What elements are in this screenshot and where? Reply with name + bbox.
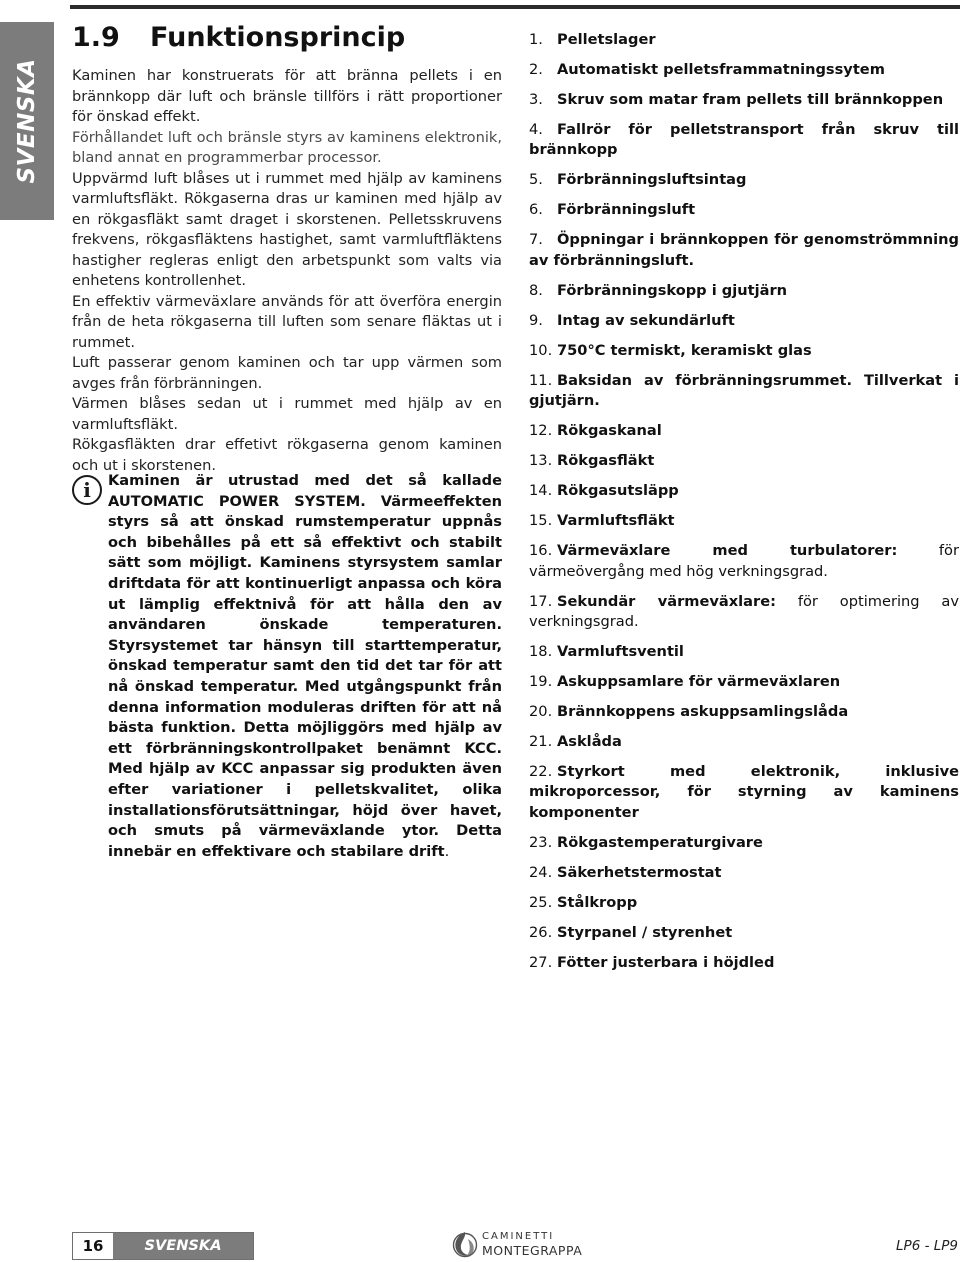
info-note-body: Kaminen är utrustad med det så kallade AUTOMATIC POWER SYSTEM. Värmeeffekten styrs så att önskad rumstemperatur uppnås och bibehålles på ett så effektivt och stabilt sätt som möjligt. Kaminens styrsystem samlar driftdata för att kontinuerligt anpassa och köra ut lämplig effektnivå för att hålla den av användaren önskade temperaturen. Styrsystemet tar hänsyn till starttemperatur, önskad temperatur samt den tid det tar för att nå önskad temperatur. Med utgångspunkt från denna information moduleras driften för att nå bästa funktion. Detta möjliggörs med hjälp av ett förbränningskontrollpaket benämnt KCC. Med hjälp av KCC anpassar sig produkten även efter variationer i pelletskvalitet, olika installationsförutsättningar, höjd över havet, och smuts på värmeväxlande ytor. Detta innebär en effektivare och stabilare drift bbox=[108, 472, 502, 860]
component-label: Rökgastemperaturgivare bbox=[557, 833, 763, 851]
component-number: 21. bbox=[529, 733, 553, 751]
component-label: Fallrör för pelletstransport från skruv till brännkopp bbox=[529, 121, 959, 159]
section-title bbox=[72, 22, 405, 53]
component-list-item bbox=[529, 230, 959, 271]
page-footer-tab bbox=[72, 1232, 254, 1260]
component-list-item bbox=[529, 120, 959, 161]
component-label: Varmluftsfläkt bbox=[557, 512, 675, 530]
component-list-item bbox=[529, 953, 959, 973]
paragraph: Rökgasfläkten drar effetivt rökgaserna genom kaminen och ut i skorstenen. bbox=[72, 436, 502, 474]
component-number: 7. bbox=[529, 231, 543, 249]
section-number: 1.9 bbox=[72, 22, 120, 53]
component-list-item bbox=[529, 371, 959, 412]
component-list-item bbox=[529, 541, 959, 582]
component-label: Askuppsamlare för värmeväxlaren bbox=[557, 673, 841, 691]
component-label: Stålkropp bbox=[557, 893, 638, 911]
component-list-item bbox=[529, 702, 959, 722]
component-label: Styrpanel / styrenhet bbox=[557, 923, 733, 941]
component-list-item bbox=[529, 200, 959, 220]
brand-name-top: CAMINETTI bbox=[482, 1231, 555, 1242]
component-list-item bbox=[529, 511, 959, 531]
component-number: 16. bbox=[529, 542, 553, 560]
brand-name-bottom: MONTEGRAPPA bbox=[482, 1243, 583, 1258]
component-label: Baksidan av förbränningsrummet. Tillverkat i gjutjärn. bbox=[529, 371, 959, 410]
component-label: Förbränningsluft bbox=[557, 201, 696, 219]
info-note-tail: . bbox=[444, 842, 450, 860]
paragraph: Värmen blåses sedan ut i rummet med hjälp av en varmluftsfläkt. bbox=[72, 395, 502, 433]
component-number: 13. bbox=[529, 452, 553, 470]
component-list-item bbox=[529, 170, 959, 190]
component-number: 18. bbox=[529, 643, 553, 661]
component-number: 1. bbox=[529, 31, 543, 48]
component-list-item bbox=[529, 60, 959, 80]
component-number: 10. bbox=[529, 341, 553, 359]
component-label: Intag av sekundärluft bbox=[557, 311, 735, 329]
model-label: LP6 - LP9 bbox=[896, 1238, 958, 1254]
component-label: Fötter justerbara i höjdled bbox=[557, 953, 775, 971]
component-number: 9. bbox=[529, 311, 543, 329]
page-number: 16 bbox=[82, 1237, 104, 1255]
component-list-item bbox=[529, 451, 959, 471]
footer-language: SVENSKA bbox=[113, 1233, 253, 1259]
component-label: Sekundär värmeväxlare: bbox=[557, 592, 776, 610]
component-list-item bbox=[529, 311, 959, 331]
paragraph: Kaminen har konstruerats för att bränna pellets i en brännkopp där luft och bränsle tillförs i rätt proportioner för önskad effekt. bbox=[72, 67, 502, 125]
component-list-item bbox=[529, 642, 959, 662]
component-number: 22. bbox=[529, 763, 553, 781]
component-label: Asklåda bbox=[557, 733, 622, 751]
component-label: Rökgaskanal bbox=[557, 422, 662, 440]
component-description: för optimering av verkningsgrad. bbox=[529, 592, 960, 631]
component-label: Automatiskt pelletsframmatningssytem bbox=[557, 61, 885, 78]
component-list-item bbox=[529, 833, 959, 853]
component-list-item bbox=[529, 592, 959, 633]
component-list-item bbox=[529, 893, 959, 913]
component-description: för värmeövergång med hög verkningsgrad. bbox=[529, 542, 959, 580]
side-tab-label: SVENSKA bbox=[14, 58, 40, 184]
component-label: Förbränningskopp i gjutjärn bbox=[557, 281, 788, 299]
component-label: Varmluftsventil bbox=[557, 643, 684, 661]
component-list-item bbox=[529, 672, 959, 692]
component-number: 20. bbox=[529, 703, 553, 721]
component-label: Pelletslager bbox=[557, 31, 656, 48]
component-list-item bbox=[529, 762, 959, 823]
component-list-item bbox=[529, 421, 959, 441]
component-list-item bbox=[529, 30, 959, 50]
component-label: 750°C termiskt, keramiskt glas bbox=[557, 341, 812, 359]
component-label: Skruv som matar fram pellets till brännkoppen bbox=[557, 91, 944, 108]
component-number: 14. bbox=[529, 482, 553, 500]
component-list-item bbox=[529, 341, 959, 361]
paragraph: En effektiv värmeväxlare används för att överföra energin från de heta rökgaserna till luften som senare fläktas ut i rummet. bbox=[72, 292, 502, 351]
info-icon: i bbox=[72, 475, 102, 505]
component-number: 15. bbox=[529, 512, 553, 530]
component-label: Rökgasutsläpp bbox=[557, 482, 679, 500]
language-side-tab bbox=[0, 22, 54, 220]
brand-logo bbox=[452, 1228, 592, 1262]
component-number: 4. bbox=[529, 121, 543, 138]
component-list-item bbox=[529, 281, 959, 301]
component-label: Öppningar i brännkoppen för genomströmmning av förbränningsluft. bbox=[529, 231, 959, 269]
component-list-item bbox=[529, 732, 959, 752]
component-label: Brännkoppens askuppsamlingslåda bbox=[557, 703, 849, 721]
component-list-item bbox=[529, 923, 959, 943]
paragraph: Förhållandet luft och bränsle styrs av kaminens elektronik, bland annat en programmerbar processor. bbox=[72, 128, 502, 166]
component-label: Rökgasfläkt bbox=[557, 452, 655, 470]
paragraph: Luft passerar genom kaminen och tar upp värmen som avges från förbränningen. bbox=[72, 354, 502, 392]
component-number: 17. bbox=[529, 592, 553, 610]
component-list-item bbox=[529, 90, 959, 110]
component-label: Förbränningsluftsintag bbox=[557, 171, 747, 189]
component-list-item bbox=[529, 481, 959, 501]
component-number: 5. bbox=[529, 171, 543, 189]
component-number: 11. bbox=[529, 371, 553, 389]
paragraph: Uppvärmd luft blåses ut i rummet med hjälp av kaminens varmluftsfläkt. Rökgaserna dras ur kaminen med hjälp av en rökgasfläkt samt draget i skorstenen. Pelletsskruvens frekvens, rökgasfläktens hastighet, samt varmluftfläktens hastigher regleras enligt den arbetspunkt som valts via enhetens kontrollenhet. bbox=[72, 169, 502, 289]
flame-logo-icon bbox=[452, 1230, 478, 1258]
component-number: 23. bbox=[529, 833, 553, 851]
top-rule bbox=[70, 5, 960, 9]
intro-text bbox=[72, 66, 502, 476]
component-number: 8. bbox=[529, 281, 543, 299]
component-number: 19. bbox=[529, 673, 553, 691]
info-note bbox=[72, 471, 502, 862]
component-list-item bbox=[529, 863, 959, 883]
component-label: Värmeväxlare med turbulatorer: bbox=[557, 542, 898, 560]
component-label: Säkerhetstermostat bbox=[557, 863, 722, 881]
info-note-text bbox=[108, 471, 502, 862]
component-number: 27. bbox=[529, 953, 553, 971]
component-number: 6. bbox=[529, 201, 543, 219]
section-heading: Funktionsprincip bbox=[150, 22, 406, 53]
component-label: Styrkort med elektronik, inklusive mikroporcessor, för styrning av kaminens komponenter bbox=[529, 763, 959, 821]
component-number: 12. bbox=[529, 422, 553, 440]
component-number: 3. bbox=[529, 91, 543, 108]
component-list bbox=[529, 30, 959, 983]
component-number: 26. bbox=[529, 923, 553, 941]
component-number: 24. bbox=[529, 863, 553, 881]
component-number: 25. bbox=[529, 893, 553, 911]
component-number: 2. bbox=[529, 61, 543, 78]
